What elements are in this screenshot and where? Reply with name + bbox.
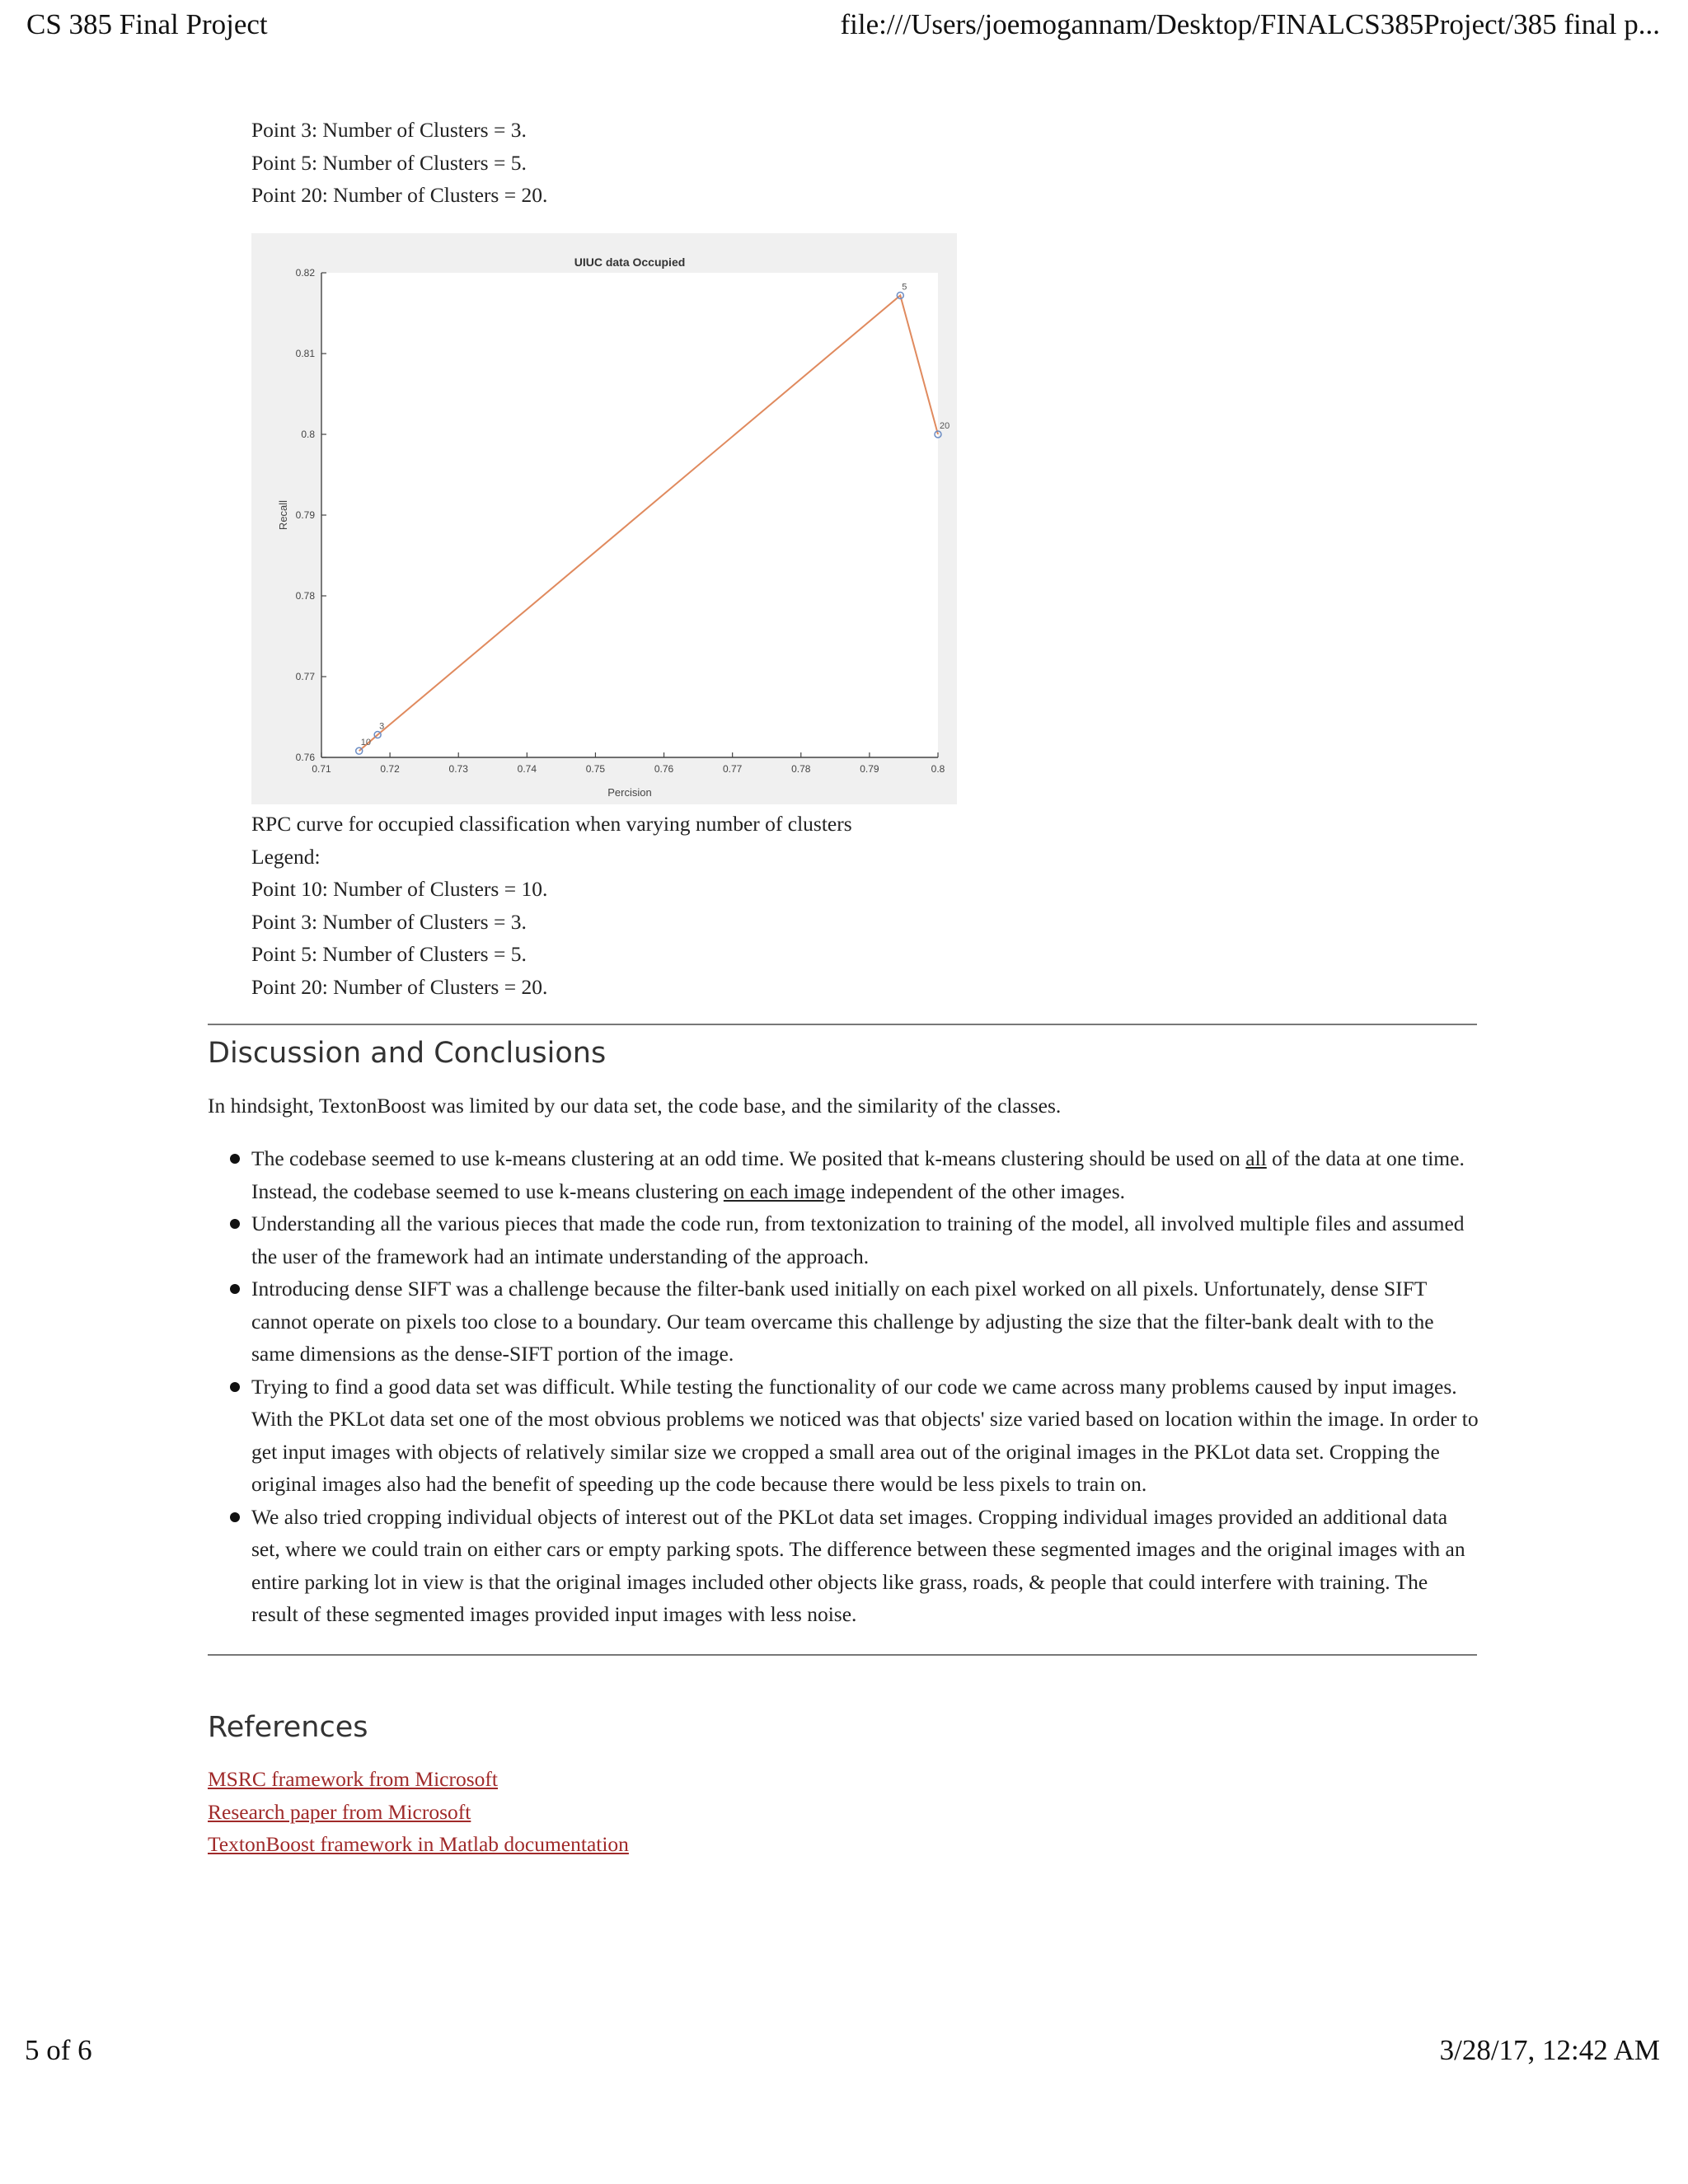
top-legend-item: Point 3: Number of Clusters = 3.: [251, 118, 527, 142]
chart-title: UIUC data Occupied: [574, 255, 686, 269]
legend-item: Point 10: Number of Clusters = 10.: [251, 877, 548, 901]
top-legend-item: Point 20: Number of Clusters = 20.: [251, 183, 548, 207]
bullet-icon: [230, 1382, 240, 1392]
y-tick-label: 0.8: [301, 429, 315, 440]
y-tick-label: 0.82: [295, 267, 315, 279]
bullet-text: Trying to find a good data set was difficult. While testing the functionality of our code we came across many problems caused by input images. With the PKLot data set one of the most obvious problems we noticed was that objects' size varied based on location within the image. In order to get input images with objects of relatively similar size we cropped a small area out of the original images in the PKLot data set. Cropping the original images also had the benefit of speeding up the code because there would be less pixels to train on.: [251, 1374, 1479, 1496]
list-item: [251, 1272, 1479, 1371]
data-label: 20: [940, 421, 950, 431]
data-label: 3: [379, 721, 385, 732]
print-footer-datetime: 3/28/17, 12:42 AM: [1439, 2034, 1660, 2066]
rpc-chart: [251, 233, 957, 804]
top-legend-item: Point 5: Number of Clusters = 5.: [251, 150, 527, 175]
figure-caption: RPC curve for occupied classification when varying number of clusters: [251, 812, 852, 836]
x-axis-label: Percision: [607, 786, 652, 799]
bullet-text: Understanding all the various pieces that made the code run, from textonization to training of the model, all involved multiple files and assumed the user of the framework had an intimate understanding of the approach.: [251, 1212, 1465, 1268]
bullet-text: Introducing dense SIFT was a challenge because the filter-bank used initially on each pixel worked on all pixels. Unfortunately, dense SIFT cannot operate on pixels too close to a boundary. Our team overcame this challenge by adjusting the size that the filter-bank dealt with to the same dimensions as the dense-SIFT portion of the image.: [251, 1277, 1434, 1366]
section-divider: [208, 1024, 1477, 1025]
reference-link-msrc[interactable]: MSRC framework from Microsoft: [208, 1767, 498, 1791]
x-tick-label: 0.73: [448, 763, 468, 775]
bullet-text: The codebase seemed to use k-means clustering at an odd time. We posited that k-means clustering should be used on: [251, 1146, 1246, 1170]
y-axis-label: Recall: [277, 499, 289, 531]
list-item: [251, 1142, 1479, 1207]
x-tick-label: 0.77: [722, 763, 743, 775]
reference-link-matlab[interactable]: TextonBoost framework in Matlab documentation: [208, 1832, 629, 1856]
list-item: [251, 1371, 1479, 1501]
print-header-url: file:///Users/joemogannam/Desktop/FINALCS385Project/385 final p...: [840, 8, 1660, 40]
figure-legend: [251, 808, 1405, 1003]
data-label: 5: [902, 282, 907, 293]
bullet-icon: [230, 1219, 240, 1229]
references-list: [208, 1763, 629, 1861]
y-tick-label: 0.81: [295, 348, 315, 359]
data-label: 10: [360, 738, 371, 748]
bullet-icon: [230, 1284, 240, 1294]
x-tick-label: 0.74: [517, 763, 537, 775]
x-tick-label: 0.79: [860, 763, 879, 775]
legend-heading: Legend:: [251, 844, 321, 869]
bullet-icon: [230, 1512, 240, 1522]
discussion-intro: In hindsight, TextonBoost was limited by our data set, the code base, and the similarity of the classes.: [208, 1094, 1062, 1118]
bullet-icon: [230, 1154, 240, 1164]
y-tick-label: 0.79: [295, 509, 315, 521]
section-divider: [208, 1654, 1477, 1656]
discussion-bullets: [251, 1142, 1479, 1631]
y-tick-label: 0.78: [295, 590, 315, 602]
emphasis-text: all: [1245, 1146, 1267, 1170]
x-tick-label: 0.75: [585, 763, 606, 775]
references-title: References: [208, 1711, 368, 1744]
x-tick-label: 0.71: [312, 763, 331, 775]
emphasis-text: on each image: [723, 1179, 846, 1203]
top-legend: [251, 114, 1405, 212]
x-tick-label: 0.78: [791, 763, 811, 775]
bullet-text: of the data at one time. Instead, the codebase seemed to use k-means clustering: [251, 1146, 1465, 1203]
y-tick-label: 0.77: [295, 671, 315, 682]
print-header-title: CS 385 Final Project: [26, 8, 268, 40]
x-tick-label: 0.76: [654, 763, 674, 775]
legend-item: Point 20: Number of Clusters = 20.: [251, 974, 548, 999]
bullet-text: We also tried cropping individual objects of interest out of the PKLot data set images. Cropping individual images provided an additional data set, where we could train on either cars or empty parking spots. The difference between these segmented images and the original images with an entire parking lot in view is that the original images included other objects like grass, roads, & people that could interfere with training. The result of these segmented images provided input images with less noise.: [251, 1504, 1465, 1626]
plot-area: [321, 273, 938, 757]
reference-link-paper[interactable]: Research paper from Microsoft: [208, 1799, 471, 1824]
legend-item: Point 3: Number of Clusters = 3.: [251, 909, 527, 934]
x-tick-label: 0.8: [931, 763, 945, 775]
y-tick-label: 0.76: [295, 752, 315, 763]
bullet-text: independent of the other images.: [845, 1179, 1126, 1203]
x-tick-label: 0.72: [380, 763, 400, 775]
legend-item: Point 5: Number of Clusters = 5.: [251, 942, 527, 966]
print-footer-page: 5 of 6: [25, 2034, 92, 2066]
list-item: [251, 1501, 1479, 1631]
discussion-title: Discussion and Conclusions: [208, 1037, 607, 1070]
rpc-chart-svg: [251, 233, 957, 804]
list-item: [251, 1207, 1479, 1272]
